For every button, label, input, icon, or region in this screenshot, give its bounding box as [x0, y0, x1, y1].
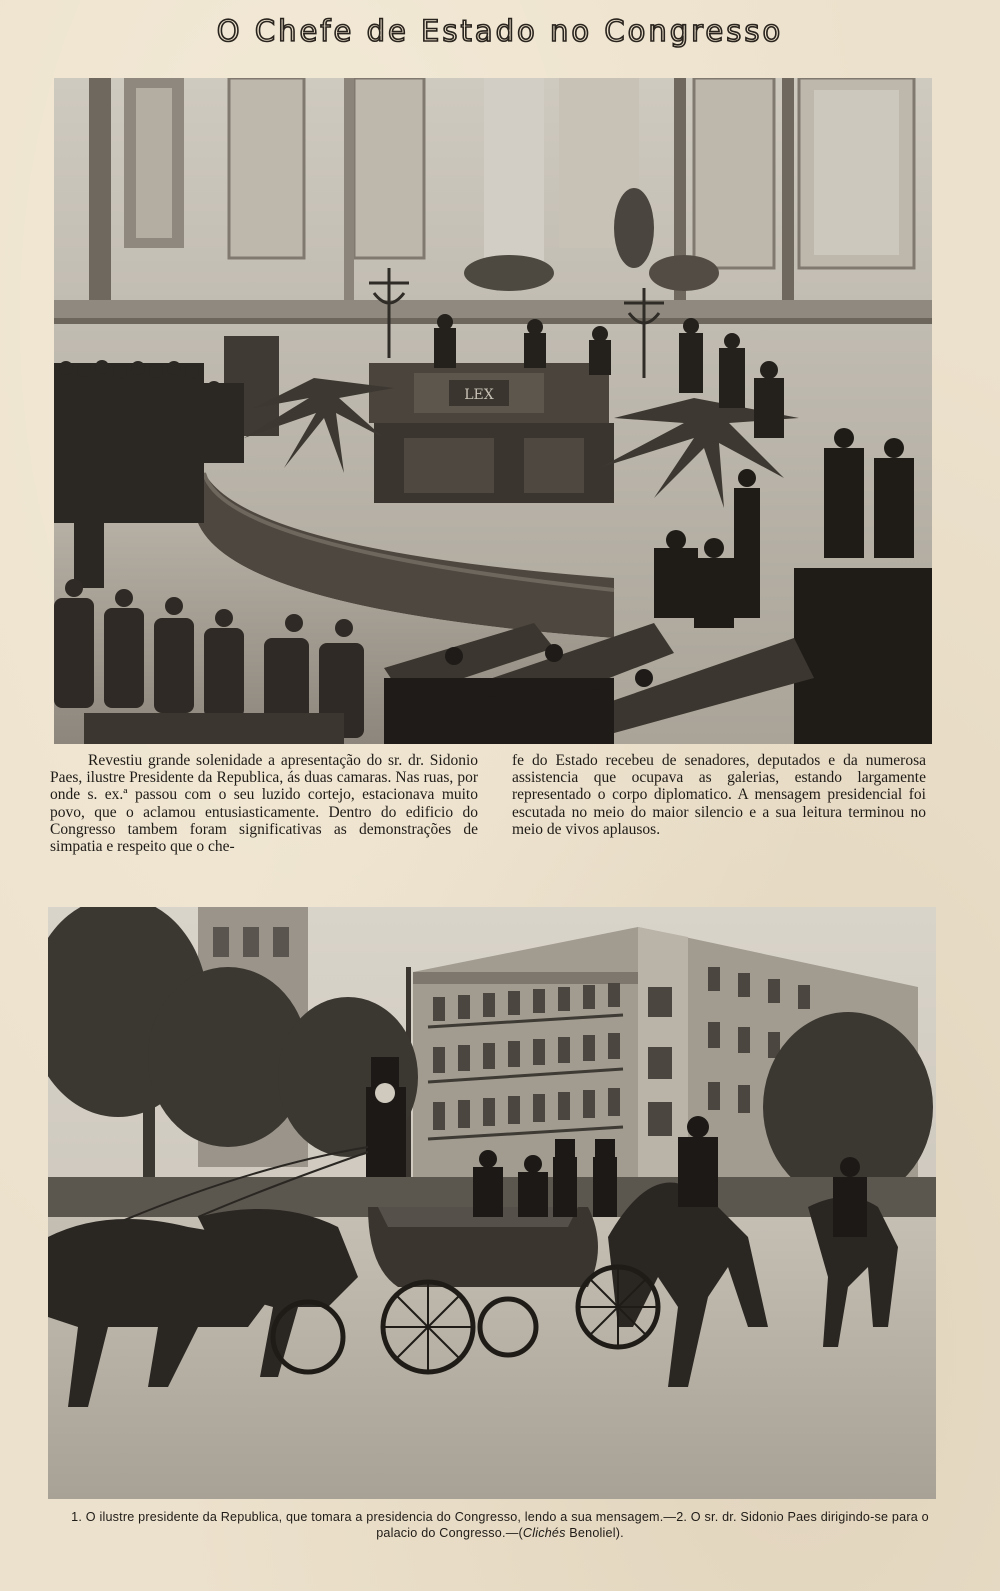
photo-congress-chamber: [54, 78, 932, 744]
caption-cliches: Clichés: [522, 1526, 566, 1540]
lectern-inscription: LEX: [464, 387, 494, 403]
caption-text: 1. O ilustre presidente da Republica, que tomara a presidencia do Congresso, lendo a sua mensagem.—2. O sr. dr. Sidonio Paes dirigindo-se para o palacio do Congresso.—(: [71, 1510, 929, 1540]
article-column-left: Revestiu grande solenidade a apresentação do sr. dr. Sidonio Paes, ilustre Presidente da Republica, ás duas camaras. Nas ruas, por onde s. ex.ª passou com o seu luzido cortejo, estacionava muito povo, que o aclamou entusiasticamente. Dentro do edificio do Congresso tambem foram significativas as demonstrações de simpatia e respeito que o che-: [50, 752, 478, 856]
caption-credit: Benoliel).: [565, 1526, 624, 1540]
carriage-procession-illustration: [48, 907, 936, 1499]
article-column-right: fe do Estado recebeu de senadores, deputados e da numerosa assistencia que ocupava as galerias, estando largamente representado o corpo diplomatico. A mensagem presidencial foi escutada no meio do maior silencio e a sua leitura terminou no meio de vivos aplausos.: [512, 752, 926, 838]
congress-chamber-illustration: [54, 78, 932, 744]
page-title: O Chefe de Estado no Congresso: [216, 14, 784, 48]
photo-caption: [60, 1509, 940, 1541]
photo-carriage-procession: [48, 907, 936, 1499]
